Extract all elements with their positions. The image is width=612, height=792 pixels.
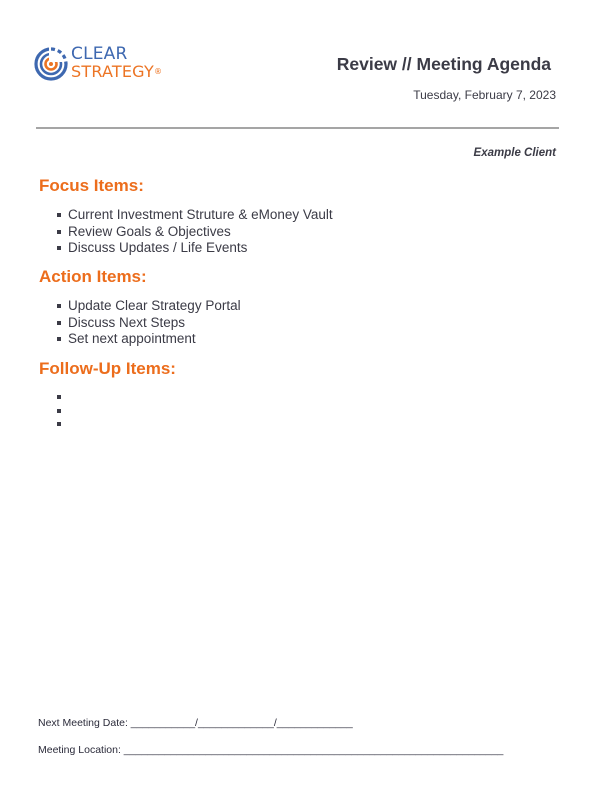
registered-mark: ®	[153, 67, 163, 76]
list-item: Set next appointment	[56, 331, 241, 348]
header-divider	[36, 127, 559, 129]
bullet-icon	[57, 321, 61, 325]
client-name: Example Client	[473, 147, 556, 159]
target-logo-icon	[34, 47, 68, 81]
list-item: Current Investment Struture & eMoney Vault	[56, 207, 333, 224]
bullet-icon	[57, 422, 61, 426]
list-item	[56, 391, 68, 405]
follow-up-items-heading: Follow-Up Items:	[39, 359, 176, 378]
logo-word-clear: CLEAR	[71, 44, 128, 64]
bullet-icon	[57, 395, 61, 399]
bullet-icon	[57, 409, 61, 413]
action-items-heading: Action Items:	[39, 267, 147, 286]
list-item: Review Goals & Objectives	[56, 224, 333, 241]
action-items-list	[56, 298, 241, 348]
bullet-icon	[57, 230, 61, 234]
list-item	[56, 405, 68, 419]
company-logo	[34, 46, 174, 86]
logo-wordmark	[71, 46, 162, 80]
bullet-icon	[57, 246, 61, 250]
logo-word-strategy: STRATEGY®	[71, 62, 163, 81]
bullet-icon	[57, 304, 61, 308]
list-item	[56, 418, 68, 432]
focus-items-list	[56, 207, 333, 257]
meeting-location-field: Meeting Location: _________________________________________________________________	[38, 744, 504, 756]
follow-up-items-list	[56, 391, 68, 432]
list-item: Update Clear Strategy Portal	[56, 298, 241, 315]
bullet-icon	[57, 213, 61, 217]
bullet-icon	[57, 337, 61, 341]
next-meeting-date-field: Next Meeting Date: ___________/_____________/_____________	[38, 717, 353, 729]
page-title: Review // Meeting Agenda	[336, 54, 551, 74]
meeting-date: Tuesday, February 7, 2023	[413, 88, 556, 102]
list-item: Discuss Next Steps	[56, 315, 241, 332]
list-item: Discuss Updates / Life Events	[56, 240, 333, 257]
focus-items-heading: Focus Items:	[39, 176, 144, 195]
